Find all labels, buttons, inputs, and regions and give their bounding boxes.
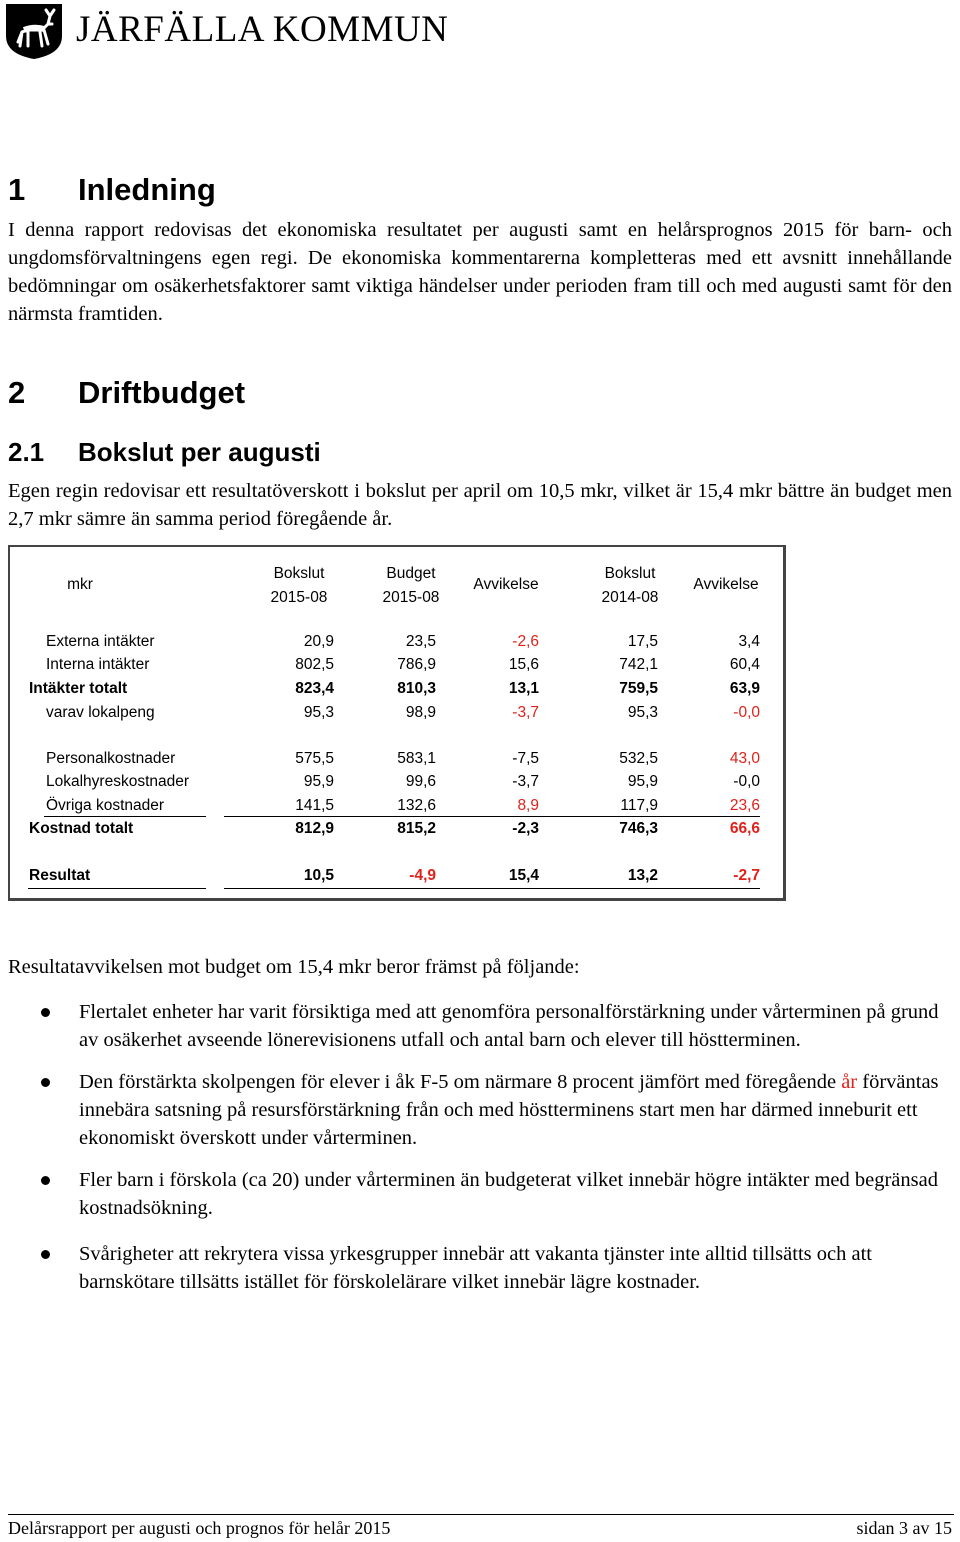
table-row: [10, 820, 786, 842]
row-label: Lokalhyreskostnader: [46, 773, 190, 790]
table-cell: -3,7: [512, 704, 539, 721]
row-label: Interna intäkter: [46, 656, 150, 673]
table-cell: 815,2: [397, 820, 436, 837]
table-cell: 60,4: [729, 656, 760, 673]
table-cell: 812,9: [295, 820, 334, 837]
col-bokslut-2014-header: Bokslut 2014-08: [601, 565, 659, 606]
table-cell: 63,9: [729, 680, 760, 697]
table-row: [10, 773, 786, 795]
table-cell: 95,3: [627, 704, 658, 721]
row-separator: [44, 816, 206, 817]
table-cell: 117,9: [620, 797, 658, 814]
table-cell: 759,5: [619, 680, 658, 697]
table-cell: -2,3: [512, 820, 539, 837]
col-bokslut-2015-header: Bokslut 2015-08: [270, 565, 328, 606]
table-cell: 99,6: [405, 773, 436, 790]
table-cell: 23,5: [405, 633, 436, 650]
table-cell: 66,6: [729, 820, 760, 837]
table-cell: 132,6: [397, 797, 436, 814]
table-cell: -7,5: [512, 750, 539, 767]
bullet-icon: [41, 1250, 50, 1259]
table-cell: -3,7: [512, 773, 539, 790]
table-row: [10, 656, 786, 678]
unit-header: mkr: [67, 576, 93, 593]
col-budget-2015-header: Budget 2015-08: [382, 565, 440, 606]
result-underline: [28, 888, 206, 889]
table-cell: 810,3: [397, 680, 436, 697]
deer-shield-icon: [4, 2, 64, 60]
row-label: Kostnad totalt: [29, 820, 134, 837]
col-avvikelse-2-header: Avvikelse: [693, 576, 759, 593]
table-cell: 746,3: [619, 820, 658, 837]
section-1-heading: 1 Inledning: [8, 172, 216, 207]
bullet-icon: [41, 1078, 50, 1087]
list-item: Svårigheter att rekrytera vissa yrkesgrupper innebär att vakanta tjänster inte alltid tillsätts och att barnskötare tillsätts istället för förskolelärare vilket innebär lägre kostnader.: [8, 1240, 952, 1296]
table-cell: 43,0: [729, 750, 760, 767]
table-cell: 8,9: [517, 797, 539, 814]
table-cell: 15,4: [508, 867, 539, 884]
table-cell: 583,1: [397, 750, 436, 767]
table-cell: -2,6: [512, 633, 539, 650]
section-2-1-heading: 2.1 Bokslut per augusti: [8, 437, 321, 467]
row-label: Övriga kostnader: [46, 797, 165, 814]
row-label: Externa intäkter: [46, 633, 155, 650]
row-label: Personalkostnader: [46, 750, 176, 767]
list-item: Flertalet enheter har varit försiktiga med att genomföra personalförstärkning under vårterminen på grund av osäkerhet avseende lönerevisionens utfall och antal barn och elever till höstterminen.: [8, 998, 952, 1054]
table-cell: 742,1: [619, 656, 658, 673]
table-cell: 15,6: [508, 656, 539, 673]
table-cell: 98,9: [405, 704, 436, 721]
table-row: [10, 680, 786, 702]
table-cell: 95,3: [303, 704, 334, 721]
list-item: Fler barn i förskola (ca 20) under vårterminen än budgeterat vilket innebär högre intäkter med begränsad kostnadsökning.: [8, 1166, 952, 1222]
table-cell: 23,6: [729, 797, 760, 814]
result-underline: [224, 888, 760, 889]
org-name: JÄRFÄLLA KOMMUN: [76, 9, 449, 50]
table-cell: 10,5: [303, 867, 334, 884]
table-cell: 575,5: [295, 750, 334, 767]
footer-divider: [8, 1514, 954, 1515]
table-cell: -4,9: [409, 867, 436, 884]
section-2-heading: 2 Driftbudget: [8, 375, 246, 410]
table-row: [10, 867, 786, 889]
reason-list: [8, 998, 952, 1296]
table-cell: 802,5: [295, 656, 334, 673]
driftbudget-paragraph: Egen regin redovisar ett resultatöverskott i bokslut per april om 10,5 mkr, vilket är 15,4 mkr bättre än budget men 2,7 mkr sämre än samma period föregående år.: [8, 480, 952, 530]
col-avvikelse-header: Avvikelse: [473, 576, 539, 593]
table-cell: 20,9: [303, 633, 334, 650]
table-cell: 95,9: [627, 773, 658, 790]
table-cell: 532,5: [619, 750, 658, 767]
table-cell: -0,0: [733, 773, 760, 790]
list-item: Den förstärkta skolpengen för elever i åk F-5 om närmare 8 procent jämfört med föregående år förväntas innebära satsning på resursförstärkning från och med höstterminens start men har därmed inneburit ett ekonomiskt överskott under vårterminen.: [8, 1068, 952, 1152]
financial-table: [8, 545, 786, 901]
bullet-icon: [41, 1176, 50, 1185]
table-cell: 13,2: [627, 867, 658, 884]
row-label: varav lokalpeng: [46, 704, 155, 721]
table-cell: 3,4: [738, 633, 760, 650]
table-cell: 13,1: [508, 680, 539, 697]
page-number: sidan 3 av 15: [856, 1518, 952, 1538]
table-cell: 823,4: [295, 680, 334, 697]
table-cell: 17,5: [627, 633, 658, 650]
table-cell: -2,7: [733, 867, 760, 884]
bullet-icon: [41, 1008, 50, 1017]
table-cell: 141,5: [295, 797, 334, 814]
row-label: Resultat: [29, 867, 91, 884]
row-separator: [224, 816, 760, 817]
table-row: [10, 704, 786, 726]
row-label: Intäkter totalt: [29, 680, 128, 697]
header-logo: [4, 2, 449, 62]
table-cell: 786,9: [397, 656, 436, 673]
table-cell: 95,9: [303, 773, 334, 790]
table-cell: -0,0: [733, 704, 760, 721]
table-row: [10, 633, 786, 655]
table-row: [10, 750, 786, 772]
result-intro: Resultatavvikelsen mot budget om 15,4 mkr beror främst på följande:: [8, 956, 580, 978]
footer-title: Delårsrapport per augusti och prognos för helår 2015: [8, 1518, 391, 1538]
intro-paragraph: I denna rapport redovisas det ekonomiska resultatet per augusti samt en helårsprognos 2015 för barn- och ungdomsförvaltningens egen regi. De ekonomiska kommentarerna kompletteras med ett avsnitt innehållande bedömningar om osäkerhetsfaktorer samt viktiga händelser under perioden fram till och med augusti samt för den närmsta framtiden.: [8, 219, 952, 325]
